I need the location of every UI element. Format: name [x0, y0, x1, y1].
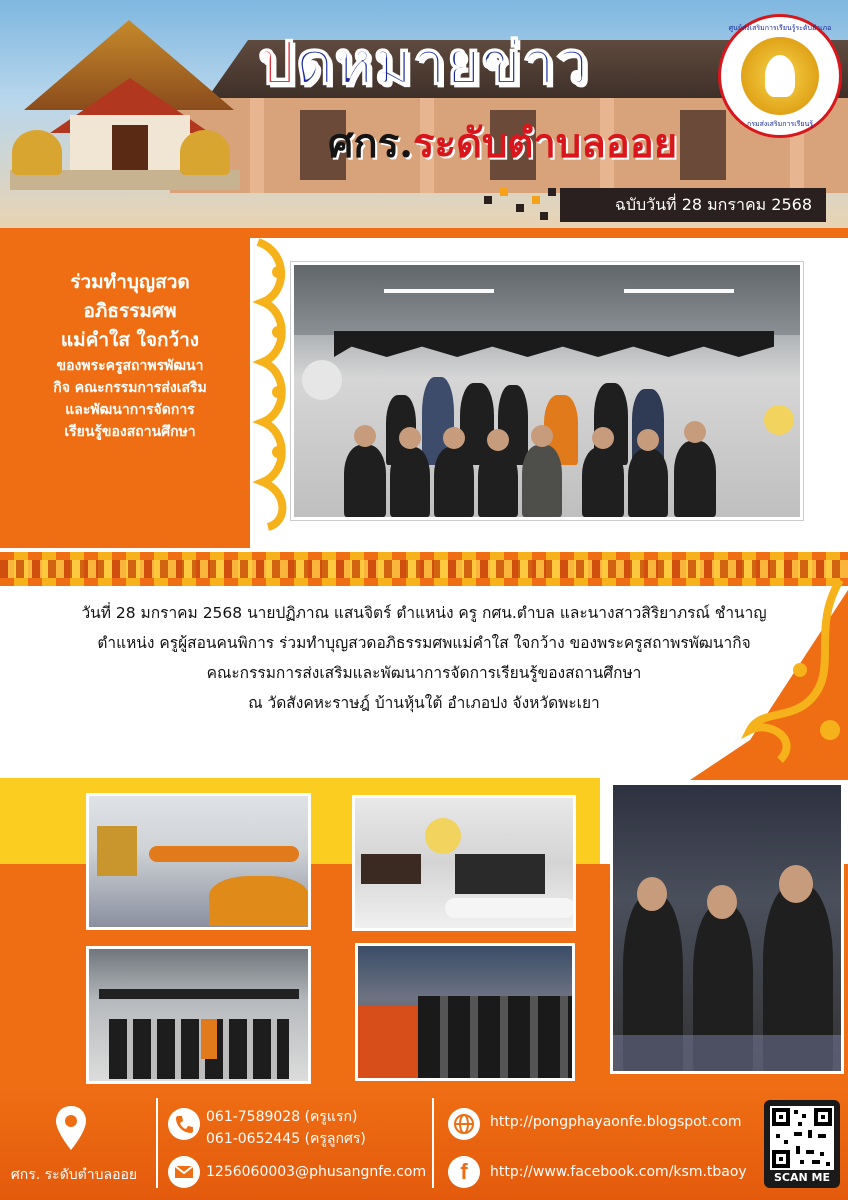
qr-code[interactable]	[764, 1100, 840, 1188]
article-body	[0, 598, 848, 718]
flower-wreath	[764, 405, 794, 435]
attendee-head	[592, 427, 614, 449]
phone-number-2[interactable]: 061-0652445 (ครูลูกศร)	[206, 1131, 366, 1147]
footer-divider	[156, 1098, 158, 1188]
footer-divider	[432, 1098, 434, 1188]
group-of-attendees	[109, 1019, 289, 1079]
flower-wreath	[302, 360, 342, 400]
phone-icon	[168, 1108, 200, 1140]
headline-line: และพัฒนาการจัดการ	[65, 402, 195, 418]
naga-statue	[180, 130, 230, 175]
issue-date: ฉบับวันที่ 28 มกราคม 2568	[560, 188, 826, 222]
newsletter-title	[258, 30, 589, 96]
attendee-head	[779, 865, 813, 903]
headline-line: แม่คำใส ใจกว้าง	[60, 329, 200, 351]
organization-logo	[718, 14, 842, 138]
attendee-head	[487, 429, 509, 451]
monk-foreground	[358, 1006, 418, 1081]
headline-line: ของพระครูสถาพรพัฒนา	[56, 358, 204, 374]
pixel-decoration	[500, 188, 508, 196]
attendee-head	[531, 425, 553, 447]
headline-line: ร่วมทำบุญสวด	[70, 271, 190, 293]
logo-text-bottom: กรมส่งเสริมการเรียนรู้	[746, 120, 814, 128]
body-line: ตำแหน่ง ครูผู้สอนคนพิการ ร่วมทำบุญสวดอภิธรรมศพแม่คำใส ใจกว้าง ของพระครูสถาพรพัฒนากิจ	[97, 634, 751, 652]
pixel-decoration	[548, 188, 556, 196]
attendee-front	[478, 449, 518, 517]
gallery-photo-group	[86, 946, 311, 1084]
pixel-decoration	[532, 196, 540, 204]
headline-line: อภิธรรมศพ	[83, 300, 177, 322]
headline-line: กิจ คณะกรรมการส่งเสริม	[53, 380, 207, 396]
white-flowers	[445, 898, 575, 918]
attendee-head	[637, 429, 659, 451]
title-rest: ดหมายข่าว	[295, 29, 590, 97]
body-line: ณ วัดสังคหะราษฎ์ บ้านหุ้นใต้ อำเภอปง จังหวัดพะเยา	[248, 694, 600, 712]
main-event-photo	[291, 262, 803, 520]
gallery-photo-seated	[355, 943, 575, 1081]
attendee-head	[354, 425, 376, 447]
attendee-head	[443, 427, 465, 449]
attendee-front	[344, 445, 386, 517]
attendee-front	[522, 445, 562, 517]
newsletter-subtitle	[328, 120, 677, 168]
gallery-photo-altar	[352, 795, 576, 931]
body-line: วันที่ 28 มกราคม 2568 นายปฏิภาณ แสนจิตร์ ตำแหน่ง ครู กศน.ตำบล และนางสาวสิริยาภรณ์ ชำนาญ	[81, 604, 767, 622]
email-link[interactable]: 1256060003@phusangnfe.com	[206, 1164, 427, 1180]
coffin-stand	[455, 854, 545, 894]
location-label: ศกร. ระดับตำบลออย	[10, 1167, 138, 1183]
facebook-icon: f	[448, 1156, 480, 1188]
photo-ceiling	[294, 265, 800, 335]
logo-emblem-core	[765, 55, 795, 97]
subtitle-accent: ระดับตำบลออย	[413, 120, 678, 167]
location-pin-icon	[54, 1104, 88, 1154]
naga-statue	[12, 130, 62, 175]
attendee-head	[637, 877, 667, 911]
flower-wreath	[425, 818, 461, 854]
building-pillar	[250, 98, 264, 193]
monk-foreground	[209, 876, 309, 926]
altar	[97, 826, 137, 876]
gallery-photo-monks	[86, 793, 311, 930]
pixel-decoration	[484, 196, 492, 204]
monk	[201, 1019, 217, 1059]
black-drape	[99, 989, 299, 999]
attendee-head	[707, 885, 737, 919]
monks-row	[149, 846, 299, 862]
altar-table	[361, 854, 421, 884]
qr-code-icon	[770, 1106, 834, 1170]
phone-number-1[interactable]: 061-7589028 (ครูแรก)	[206, 1109, 358, 1125]
body-line: คณะกรรมการส่งเสริมและพัฒนาการจัดการเรียนรู้ของสถานศึกษา	[206, 664, 642, 682]
pixel-decoration	[516, 204, 524, 212]
ceiling-light	[384, 289, 494, 293]
facebook-link[interactable]: http://www.facebook.com/ksm.tbaoy	[490, 1164, 747, 1180]
mail-icon	[168, 1156, 200, 1188]
website-link[interactable]: http://pongphayaonfe.blogspot.com	[490, 1114, 742, 1130]
attendee-head	[684, 421, 706, 443]
attendee-front	[390, 447, 430, 517]
ceiling-light	[624, 289, 734, 293]
attendee-front	[674, 441, 716, 517]
black-drape	[334, 331, 774, 357]
building-window	[680, 110, 726, 180]
seated-attendees	[418, 996, 575, 1081]
scan-me-label: SCAN ME	[773, 1171, 830, 1184]
gallery-photo-crowd	[610, 782, 844, 1074]
attendee-head	[399, 427, 421, 449]
chairs	[613, 1035, 844, 1074]
attendee-front	[434, 447, 474, 517]
attendee-front	[582, 447, 624, 517]
logo-text-top: ศูนย์ส่งเสริมการเรียนรู้ระดับอำเภอ	[728, 24, 832, 32]
headline-text	[12, 268, 248, 443]
attendee-front	[628, 449, 668, 517]
headline-line: เรียนรู้ของสถานศึกษา	[64, 424, 196, 440]
subtitle-main: ศกร.	[328, 120, 414, 167]
globe-icon	[448, 1108, 480, 1140]
title-first-letter: ป	[258, 29, 296, 97]
pixel-decoration	[540, 212, 548, 220]
